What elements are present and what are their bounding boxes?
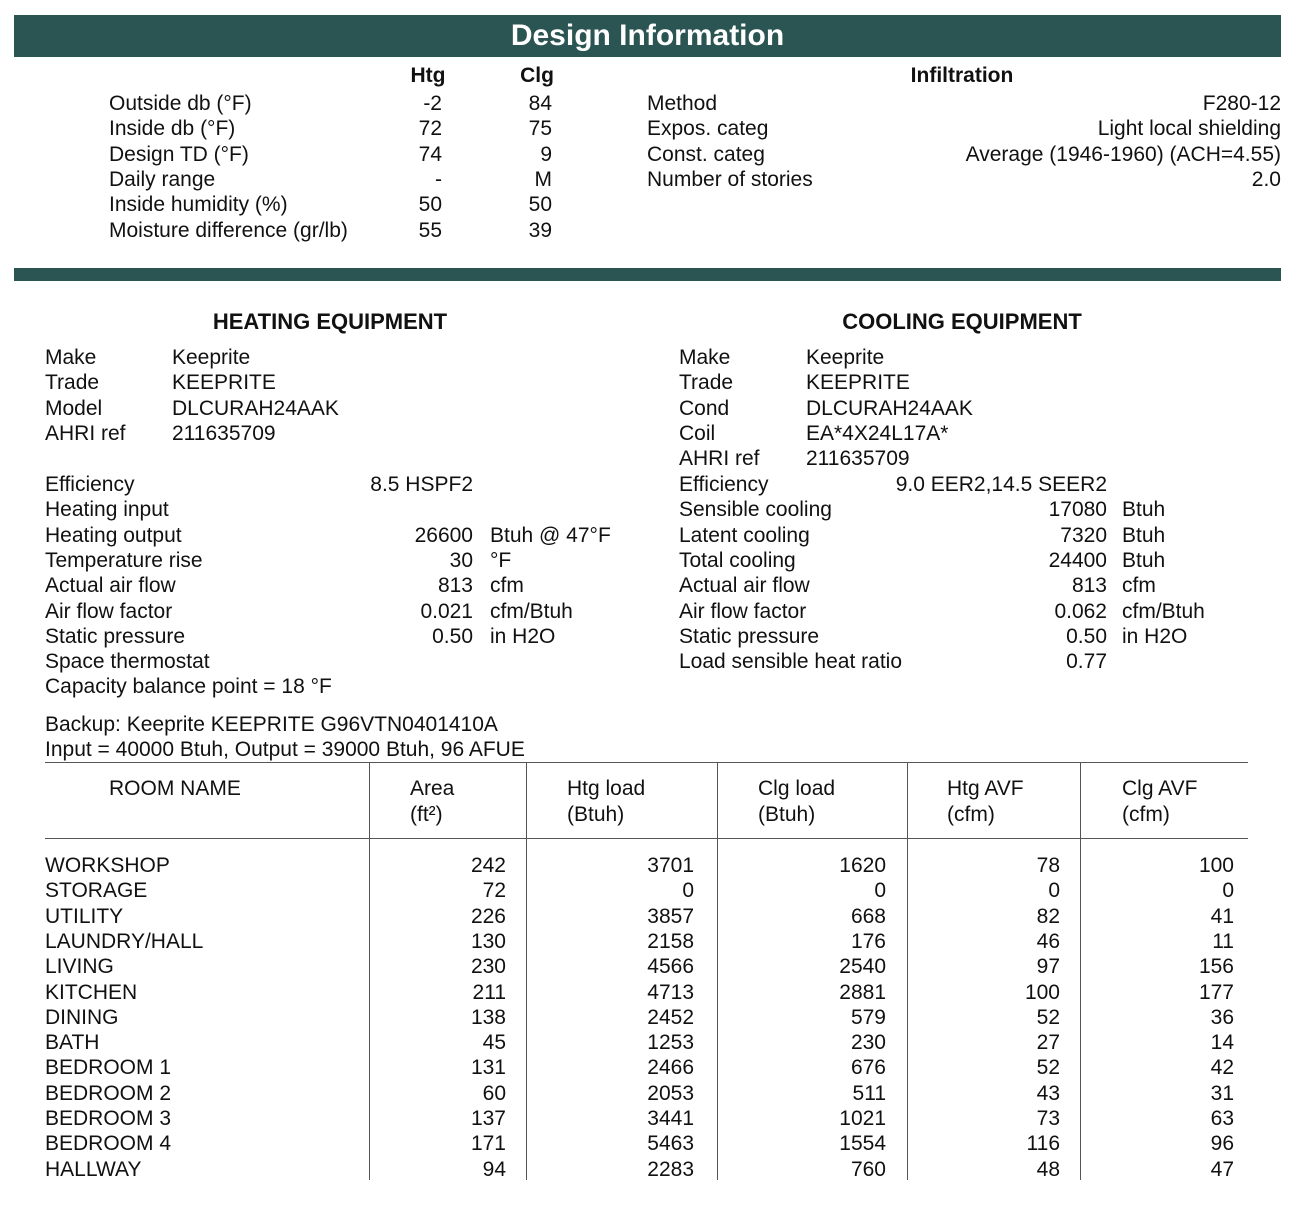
room-value-cell: 45 [482,1031,506,1055]
room-name-cell: BEDROOM 4 [45,1132,172,1156]
design-row-htg-value: 72 [418,117,442,141]
room-name-cell: WORKSHOP [45,854,170,877]
heating-spec-unit: Btuh @ 47°F [490,523,611,547]
heating-spec-label: Capacity balance point = 18 °F [45,675,332,699]
cooling-spec-value: 24400 [1048,548,1107,572]
heating-info-value: DLCURAH24AAK [172,396,339,420]
column-header-line2: (Btuh) [567,803,625,826]
backup-line-2: Input = 40000 Btuh, Output = 39000 Btuh, 96 AFUE [45,738,525,761]
design-row-clg-value: 9 [540,142,552,166]
room-value-cell: 1253 [647,1031,694,1055]
room-value-cell: 1620 [839,854,886,877]
room-value-cell: 52 [1036,1005,1060,1029]
design-row-clg-value: M [534,167,552,191]
room-value-cell: 177 [1198,980,1234,1004]
room-name-cell: BEDROOM 2 [45,1081,172,1105]
room-value-cell: 0 [874,879,886,903]
heating-spec-unit: in H2O [490,624,556,648]
room-value-cell: 226 [470,904,506,928]
design-row-label: Moisture difference (gr/lb) [109,218,348,242]
column-header-line1: Htg load [567,777,646,800]
room-value-cell: 2540 [839,955,886,979]
cooling-spec-value: 0.77 [1066,650,1107,674]
room-value-cell: 97 [1036,955,1060,979]
room-value-cell: 760 [850,1157,886,1181]
room-value-cell: 0 [682,879,694,903]
room-value-cell: 2466 [647,1056,694,1080]
cooling-info-value: 211635709 [806,447,910,471]
room-value-cell: 3441 [647,1107,694,1130]
infiltration-label: Number of stories [647,167,813,191]
room-value-cell: 72 [482,879,506,903]
room-name-cell: DINING [45,1005,119,1029]
room-value-cell: 1554 [839,1132,886,1156]
heating-info-value: KEEPRITE [172,371,276,395]
column-divider [907,762,908,1180]
heating-spec-label: Static pressure [45,624,186,648]
room-value-cell: 94 [482,1157,506,1181]
heating-spec-label: Heating output [45,523,182,547]
room-value-cell: 137 [470,1107,506,1130]
cooling-spec-label: Sensible cooling [679,498,832,522]
cooling-info-value: EA*4X24L17A* [806,421,949,445]
design-row-htg-value: - [435,167,442,191]
room-value-cell: 14 [1210,1031,1234,1055]
heating-info-value: Keeprite [172,346,251,369]
infiltration-value: F280-12 [1202,92,1281,115]
cooling-spec-unit: Btuh [1122,548,1166,572]
room-value-cell: 60 [482,1081,506,1105]
heating-info-value: 211635709 [172,421,276,445]
cooling-spec-label: Total cooling [679,548,796,572]
room-name-cell: KITCHEN [45,980,138,1004]
infiltration-label: Method [647,92,718,115]
room-value-cell: 1021 [839,1107,886,1130]
section-divider [14,268,1281,281]
heating-info-label: Make [45,346,97,369]
cooling-spec-value: 17080 [1048,498,1107,522]
room-value-cell: 96 [1210,1132,1234,1156]
room-value-cell: 2283 [647,1157,694,1181]
column-divider [526,762,527,1180]
page-title: Design Information [510,19,785,52]
room-value-cell: 100 [1198,854,1234,877]
column-header-line2: (cfm) [1122,803,1170,826]
room-value-cell: 130 [470,929,506,953]
room-name-cell: BATH [45,1031,100,1055]
room-value-cell: 41 [1210,904,1234,928]
heating-equipment-title: HEATING EQUIPMENT [212,309,448,334]
cooling-info-label: Coil [679,421,716,445]
cooling-spec-label: Static pressure [679,624,820,648]
design-row-htg-value: 55 [418,218,442,242]
room-value-cell: 31 [1210,1081,1234,1105]
heating-spec-value: 813 [437,574,473,598]
room-value-cell: 2053 [647,1081,694,1105]
infiltration-value: Light local shielding [1097,117,1281,141]
cooling-spec-value: 813 [1071,574,1107,598]
room-value-cell: 116 [1026,1132,1060,1156]
column-header-line1: ROOM NAME [109,777,241,800]
room-value-cell: 0 [1222,879,1234,903]
design-row-htg-value: -2 [423,92,442,115]
room-value-cell: 4713 [647,980,694,1004]
design-row-htg-value: 74 [418,142,442,166]
room-value-cell: 2158 [647,929,694,953]
design-row-clg-value: 50 [528,193,552,217]
heating-spec-label: Heating input [45,498,169,522]
cooling-spec-label: Load sensible heat ratio [679,650,902,674]
table-header-rule [45,838,1248,839]
room-name-cell: HALLWAY [45,1157,142,1181]
design-row-label: Daily range [109,167,216,191]
heating-spec-unit: cfm/Btuh [490,599,573,623]
room-value-cell: 11 [1212,929,1234,953]
column-divider [717,762,718,1180]
room-name-cell: UTILITY [45,904,124,928]
room-value-cell: 131 [470,1056,506,1080]
table-top-rule [45,762,1248,763]
cooling-spec-unit: Btuh [1122,498,1166,522]
cooling-spec-label: Actual air flow [679,574,810,598]
infiltration-title: Infiltration [910,64,1014,87]
column-header-line2: (Btuh) [758,803,816,826]
room-name-cell: LIVING [45,955,114,979]
room-value-cell: 5463 [647,1132,694,1156]
column-header-line1: Clg AVF [1122,777,1198,800]
heating-spec-value: 30 [449,548,473,572]
room-value-cell: 73 [1036,1107,1060,1130]
room-value-cell: 171 [470,1132,506,1156]
cooling-equipment-title: COOLING EQUIPMENT [842,309,1082,334]
room-value-cell: 3857 [647,904,694,928]
design-row-label: Outside db (°F) [109,92,252,115]
design-row-clg-value: 75 [528,117,552,141]
heating-spec-label: Air flow factor [45,599,173,623]
column-header-line1: Clg load [758,777,836,800]
heating-spec-label: Space thermostat [45,650,210,674]
infiltration-label: Const. categ [647,142,765,166]
room-value-cell: 176 [850,929,886,953]
design-row-label: Design TD (°F) [109,142,249,166]
room-value-cell: 42 [1210,1056,1234,1080]
cooling-spec-unit: cfm [1122,574,1156,598]
room-value-cell: 156 [1198,955,1234,979]
cooling-info-value: DLCURAH24AAK [806,396,973,420]
heating-spec-unit: °F [490,548,512,572]
clg-column-header: Clg [520,64,554,87]
cooling-spec-value: 7320 [1060,523,1107,547]
room-value-cell: 36 [1210,1005,1234,1029]
cooling-spec-label: Latent cooling [679,523,810,547]
column-header-line2: (cfm) [947,803,995,826]
room-name-cell: LAUNDRY/HALL [45,929,204,953]
room-value-cell: 78 [1036,854,1060,877]
cooling-spec-unit: Btuh [1122,523,1166,547]
design-row-label: Inside db (°F) [109,117,236,141]
cooling-spec-value: 0.062 [1054,599,1107,623]
room-value-cell: 138 [470,1005,506,1029]
cooling-spec-unit: cfm/Btuh [1122,599,1205,623]
room-value-cell: 230 [470,955,506,979]
column-header-line1: Area [410,777,455,800]
design-row-clg-value: 39 [528,218,552,242]
room-value-cell: 579 [850,1005,886,1029]
room-value-cell: 46 [1036,929,1060,953]
room-value-cell: 63 [1210,1107,1234,1130]
room-name-cell: STORAGE [45,879,148,903]
room-value-cell: 52 [1036,1056,1060,1080]
room-value-cell: 0 [1048,879,1060,903]
heating-spec-label: Temperature rise [45,548,203,572]
room-value-cell: 668 [850,904,886,928]
room-value-cell: 242 [470,854,506,877]
heating-spec-value: 8.5 HSPF2 [370,473,473,496]
cooling-info-label: AHRI ref [679,447,760,471]
heating-info-label: Model [45,396,103,420]
cooling-info-label: Cond [679,396,730,420]
room-value-cell: 2881 [839,980,886,1004]
room-value-cell: 82 [1036,904,1060,928]
infiltration-label: Expos. categ [647,117,769,141]
cooling-info-label: Trade [679,371,734,395]
column-header-line2: (ft²) [410,803,443,826]
room-value-cell: 511 [852,1081,886,1105]
cooling-spec-label: Efficiency [679,473,769,496]
heating-spec-unit: cfm [490,574,524,598]
room-name-cell: BEDROOM 1 [45,1056,172,1080]
cooling-spec-value: 9.0 EER2,14.5 SEER2 [895,473,1107,496]
heating-info-label: Trade [45,371,100,395]
heating-spec-value: 26600 [414,523,473,547]
infiltration-value: 2.0 [1251,167,1281,191]
room-value-cell: 3701 [647,854,694,877]
htg-column-header: Htg [410,64,446,87]
room-value-cell: 27 [1036,1031,1060,1055]
room-value-cell: 2452 [647,1005,694,1029]
room-value-cell: 47 [1210,1157,1234,1181]
room-value-cell: 100 [1024,980,1060,1004]
backup-line-1: Backup: Keeprite KEEPRITE G96VTN0401410A [45,713,498,736]
cooling-info-value: KEEPRITE [806,371,910,395]
room-value-cell: 4566 [647,955,694,979]
infiltration-value: Average (1946-1960) (ACH=4.55) [965,142,1281,166]
design-row-htg-value: 50 [418,193,442,217]
heating-info-label: AHRI ref [45,421,126,445]
cooling-spec-unit: in H2O [1122,624,1188,648]
room-value-cell: 211 [472,980,506,1004]
cooling-spec-label: Air flow factor [679,599,807,623]
design-row-label: Inside humidity (%) [109,193,288,217]
cooling-spec-value: 0.50 [1066,624,1107,648]
room-value-cell: 48 [1036,1157,1060,1181]
cooling-info-value: Keeprite [806,346,885,369]
column-divider [1080,762,1081,1180]
room-value-cell: 43 [1036,1081,1060,1105]
design-information-header [14,15,1281,57]
room-value-cell: 230 [850,1031,886,1055]
heating-spec-value: 0.50 [432,624,473,648]
heating-spec-label: Actual air flow [45,574,176,598]
heating-spec-label: Efficiency [45,473,135,496]
heating-spec-value: 0.021 [420,599,473,623]
design-row-clg-value: 84 [528,92,552,115]
cooling-info-label: Make [679,346,731,369]
room-name-cell: BEDROOM 3 [45,1107,172,1130]
room-value-cell: 676 [850,1056,886,1080]
column-header-line1: Htg AVF [947,777,1024,800]
